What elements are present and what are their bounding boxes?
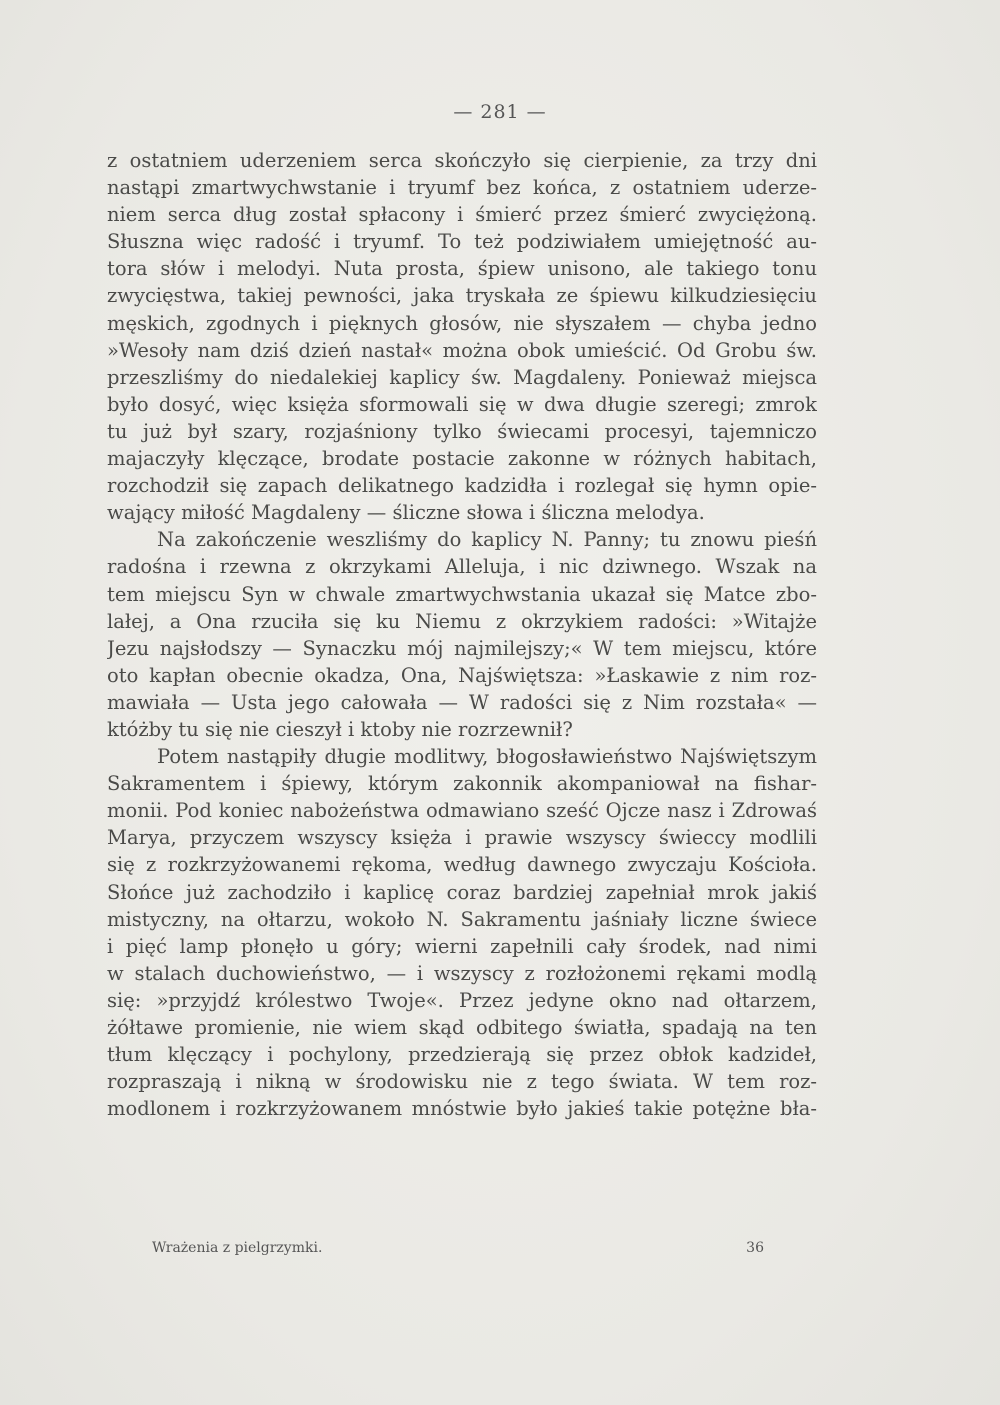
text-line: lałej, a Ona rzuciła się ku Niemu z okrzykiem radości: »Witajże xyxy=(107,609,817,633)
text-line: modlonem i rozkrzyżowanem mnóstwie było jakieś takie potężne bła- xyxy=(107,1097,817,1121)
text-line: któżby tu się nie cieszył i ktoby nie rozrzewnił? xyxy=(107,717,573,741)
text-line: Sakramentem i śpiewy, którym zakonnik akompaniował na fishar- xyxy=(107,772,817,796)
text-line: Słońce już zachodziło i kaplicę coraz bardziej zapełniał mrok jakiś xyxy=(107,880,817,904)
text-line: zwycięstwa, takiej pewności, jaka tryskała ze śpiewu kilkudziesięciu xyxy=(107,284,817,308)
text-line: monii. Pod koniec nabożeństwa odmawiano sześć Ojcze nasz i Zdrowaś xyxy=(107,799,817,823)
footer-signature: 36 xyxy=(746,1240,764,1256)
text-line: tora słów i melodyi. Nuta prosta, śpiew unisono, ale takiego tonu xyxy=(107,257,817,281)
text-line: »Wesoły nam dziś dzień nastał« można obok umieścić. Od Grobu św. xyxy=(107,338,817,362)
text-line: Na zakończenie weszliśmy do kaplicy N. Panny; tu znowu pieśń xyxy=(157,528,817,552)
body-text xyxy=(107,147,817,1122)
text-line: nastąpi zmartwychwstanie i tryumf bez końca, z ostatniem uderze- xyxy=(107,176,817,200)
text-line: tem miejscu Syn w chwale zmartwychwstania ukazał się Matce zbo- xyxy=(107,582,817,606)
text-line: radośna i rzewna z okrzykami Alleluja, i nic dziwnego. Wszak na xyxy=(107,555,817,579)
text-line: Marya, przyczem wszyscy księża i prawie wszyscy świeccy modlili xyxy=(107,826,817,850)
text-line: się z rozkrzyżowanemi rękoma, według dawnego zwyczaju Kościoła. xyxy=(107,853,817,877)
text-line: rozchodził się zapach delikatnego kadzidła i rozlegał się hymn opie- xyxy=(107,474,817,498)
page-number: — 281 — xyxy=(453,101,547,123)
text-line: mawiała — Usta jego całowała — W radości się z Nim rozstała« — xyxy=(107,690,817,714)
text-line: tłum klęczący i pochylony, przedzierają się przez obłok kadzideł, xyxy=(107,1043,817,1067)
text-line: tu już był szary, rozjaśniony tylko świecami procesyi, tajemniczo xyxy=(107,419,817,443)
text-line: i pięć lamp płonęło u góry; wierni zapełnili cały środek, nad nimi xyxy=(107,934,817,958)
text-line: było dosyć, więc księża sformowali się w dwa długie szeregi; zmrok xyxy=(107,392,817,416)
text-line: rozpraszają i nikną w środowisku nie z tego świata. W tem roz- xyxy=(107,1070,817,1094)
text-line: przeszliśmy do niedalekiej kaplicy św. Magdaleny. Ponieważ miejsca xyxy=(107,365,817,389)
text-line: mistyczny, na ołtarzu, wokoło N. Sakramentu jaśniały liczne świece xyxy=(107,907,817,931)
text-line: Słuszna więc radość i tryumf. To też podziwiałem umiejętność au- xyxy=(107,230,817,254)
text-line: Potem nastąpiły długie modlitwy, błogosławieństwo Najświętszym xyxy=(157,745,817,769)
text-line: w stalach duchowieństwo, — i wszyscy z rozłożonemi rękami modlą xyxy=(107,961,817,985)
text-line: Jezu najsłodszy — Synaczku mój najmilejszy;« W tem miejscu, które xyxy=(107,636,817,660)
text-line: niem serca dług został spłacony i śmierć przez śmierć zwyciężoną. xyxy=(107,203,817,227)
text-line: męskich, zgodnych i pięknych głosów, nie słyszałem — chyba jedno xyxy=(107,311,817,335)
page-footer xyxy=(152,1240,764,1256)
footer-title: Wrażenia z pielgrzymki. xyxy=(152,1240,323,1256)
text-line: żółtawe promienie, nie wiem skąd odbitego światła, spadają na ten xyxy=(107,1016,817,1039)
text-line: z ostatniem uderzeniem serca skończyło się cierpienie, za trzy dni xyxy=(107,149,817,172)
text-line: wający miłość Magdaleny — śliczne słowa i śliczna melodya. xyxy=(107,501,705,525)
text-line: oto kapłan obecnie okadza, Ona, Najświętsza: »Łaskawie z nim roz- xyxy=(107,663,817,687)
text-line: się: »przyjdź królestwo Twoje«. Przez jedyne okno nad ołtarzem, xyxy=(107,988,817,1012)
text-line: majaczyły klęczące, brodate postacie zakonne w różnych habitach, xyxy=(107,447,817,471)
